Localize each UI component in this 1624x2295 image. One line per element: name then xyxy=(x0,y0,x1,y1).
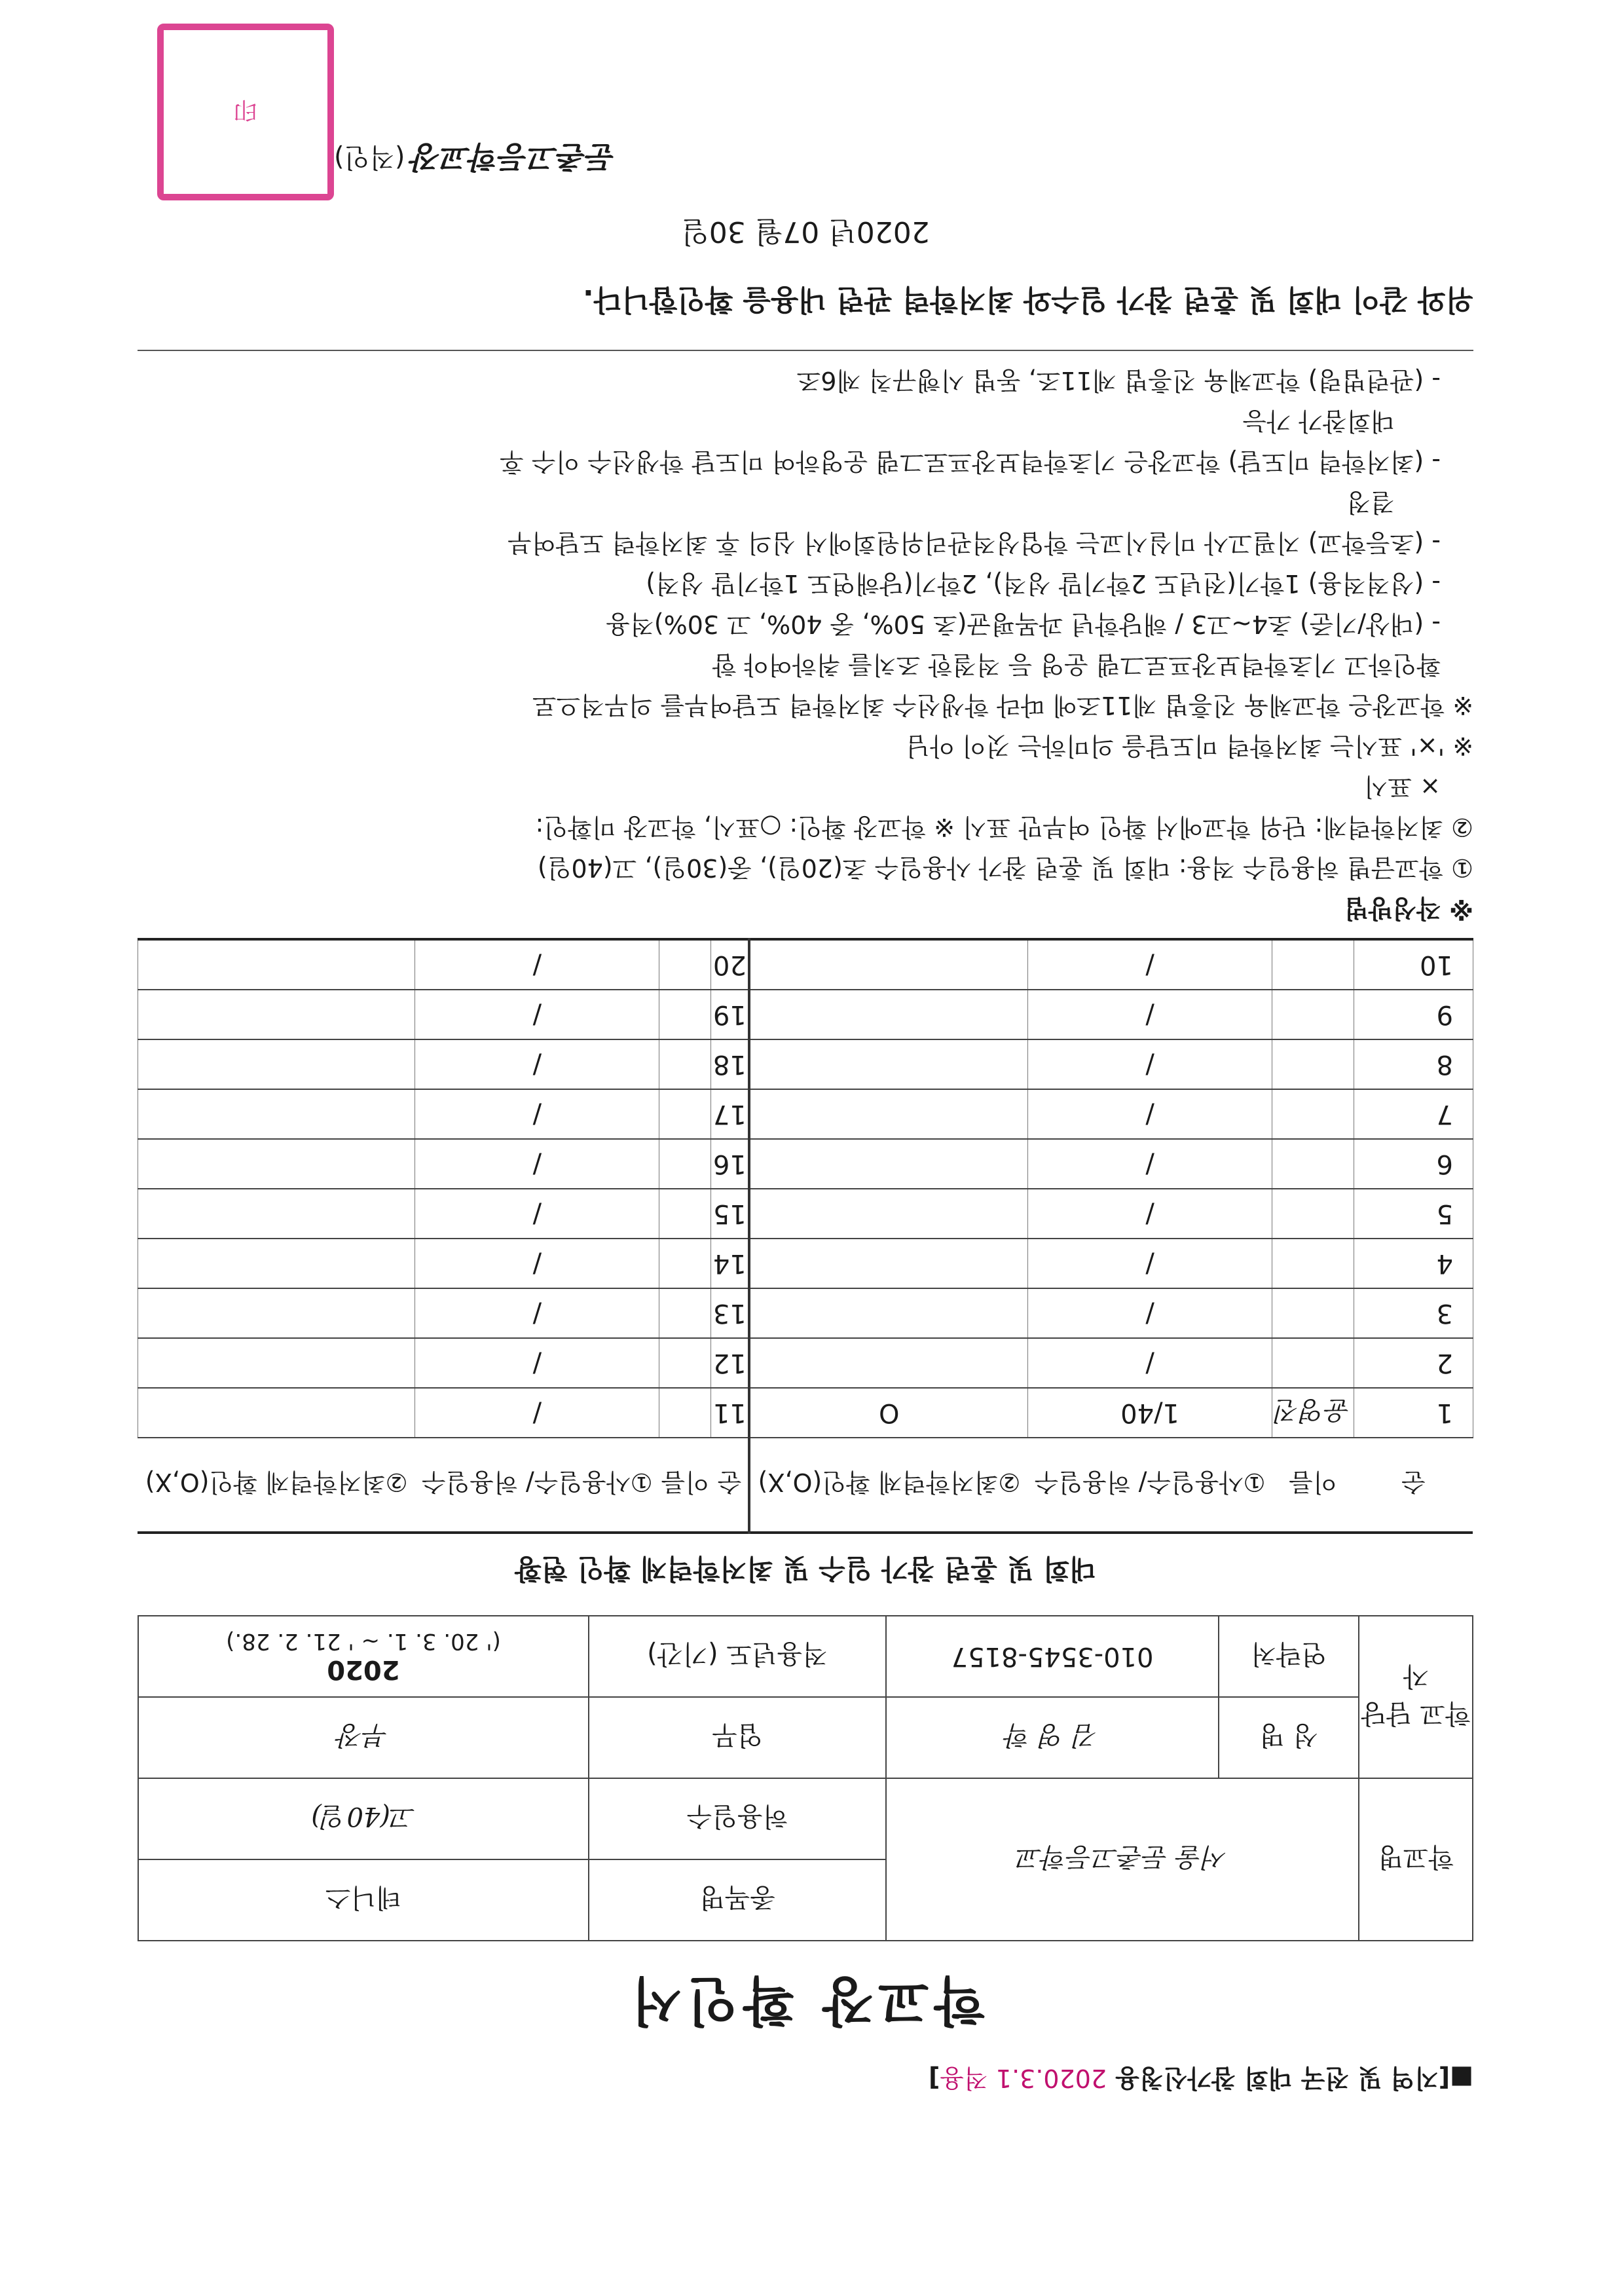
table-row xyxy=(138,1288,1473,1338)
row-days: / xyxy=(1028,939,1272,990)
row-number: 15 xyxy=(711,1189,749,1239)
row-check xyxy=(138,1338,415,1388)
form-header xyxy=(138,2062,1473,2099)
school-info-table xyxy=(138,1615,1473,1941)
note-line: - (성적적용) 1학기(전년도 2학기말 성적), 2학기(당해연도 1학기말 성적) xyxy=(646,569,1441,598)
event-value: 테니스 xyxy=(138,1859,589,1941)
col-header-no: 순 xyxy=(1354,1438,1473,1533)
table-row xyxy=(138,1388,1473,1438)
row-name xyxy=(1272,1139,1354,1189)
row-days: / xyxy=(415,1189,659,1239)
name-label: 성 명 xyxy=(1219,1697,1359,1778)
row-check xyxy=(749,1189,1028,1239)
note-line: 결정 xyxy=(1346,488,1395,517)
row-check xyxy=(138,939,415,990)
row-number: 4 xyxy=(1354,1239,1473,1288)
row-number: 10 xyxy=(1354,939,1473,990)
row-number: 9 xyxy=(1354,990,1473,1039)
row-days: / xyxy=(1028,1338,1272,1388)
row-name xyxy=(659,1039,711,1089)
row-number: 16 xyxy=(711,1139,749,1189)
row-name: 윤영진 xyxy=(1272,1388,1354,1438)
row-days: / xyxy=(415,1388,659,1438)
instructions xyxy=(138,360,1473,929)
official-seal-stamp xyxy=(157,24,334,200)
participation-table xyxy=(138,938,1473,1534)
row-name xyxy=(659,1338,711,1388)
row-name xyxy=(1272,1189,1354,1239)
row-days: / xyxy=(415,1338,659,1388)
row-check xyxy=(749,1089,1028,1139)
row-check xyxy=(138,1239,415,1288)
note-line: ② 최저학력제: 단위 학교에서 확인 여부만 표시 ※ 학교장 확인: ○표시, 학교장 미확인: xyxy=(535,813,1473,842)
note-line: ※ '×' 표시는 최저학력 미도달을 의미하는 것이 아님 xyxy=(906,732,1473,760)
row-days: / xyxy=(1028,1189,1272,1239)
row-name xyxy=(1272,939,1354,990)
form-header-date: 2020.3.1 적용 xyxy=(940,2064,1107,2093)
row-name xyxy=(659,1239,711,1288)
year-value: 2020 xyxy=(327,1654,400,1685)
row-days: / xyxy=(415,990,659,1039)
page-title: 학교장 확인서 xyxy=(626,1970,985,2031)
table-row xyxy=(138,939,1473,990)
table-row xyxy=(138,1239,1473,1288)
row-number: 19 xyxy=(711,990,749,1039)
row-name xyxy=(659,1139,711,1189)
year-cell xyxy=(138,1616,589,1697)
table-row xyxy=(138,990,1473,1039)
row-name xyxy=(659,1388,711,1438)
name-value: 김 영 학 xyxy=(886,1697,1219,1778)
event-label: 종목명 xyxy=(589,1859,886,1941)
row-days: / xyxy=(415,1139,659,1189)
instructions-heading: ※ 작성방법 xyxy=(1344,894,1473,923)
row-number: 5 xyxy=(1354,1189,1473,1239)
school-name-label: 학교명 xyxy=(1359,1778,1473,1941)
col-header-days-2: ①사용일수/ 허용일수 xyxy=(415,1438,659,1533)
col-header-check: ②최저학력제 확인(O,X) xyxy=(749,1438,1028,1533)
row-check xyxy=(138,990,415,1039)
note-line: 대회참가 가능 xyxy=(1242,407,1395,436)
note-line: ※ 학교장은 학교체육 진흥법 제11조에 따라 학생선수 최저학력 도달여부를 의무적으로 xyxy=(532,691,1473,720)
row-number: 6 xyxy=(1354,1139,1473,1189)
row-check xyxy=(749,1039,1028,1089)
col-header-days: ①사용일수/ 허용일수 xyxy=(1028,1438,1272,1533)
school-name-value: 서울 둔촌고등학교 xyxy=(886,1778,1359,1941)
section-title: 대회 및 훈련 참가 일수 및 최저학력제 확인 현황 xyxy=(515,1553,1096,1585)
row-number: 14 xyxy=(711,1239,749,1288)
row-name xyxy=(659,1089,711,1139)
row-name xyxy=(1272,1039,1354,1089)
row-check xyxy=(749,1139,1028,1189)
row-check xyxy=(138,1039,415,1089)
row-check xyxy=(138,1189,415,1239)
participation-rows xyxy=(138,939,1473,1438)
row-name xyxy=(1272,1239,1354,1288)
contact-value: 010-3545-8157 xyxy=(886,1616,1219,1697)
row-name xyxy=(659,1189,711,1239)
duty-label: 업무 xyxy=(589,1697,886,1778)
issue-date: 2020년 07월 30일 xyxy=(681,215,930,248)
row-check: O xyxy=(749,1388,1028,1438)
row-number: 3 xyxy=(1354,1288,1473,1338)
row-check xyxy=(138,1089,415,1139)
row-check xyxy=(138,1139,415,1189)
row-check xyxy=(749,1338,1028,1388)
row-number: 13 xyxy=(711,1288,749,1338)
row-number: 18 xyxy=(711,1039,749,1089)
note-line: - (초등학교) 지필고사 미실시교는 학업성적관리위원회에서 심의 후 최저학력 도달여부 xyxy=(507,529,1441,557)
row-days: / xyxy=(415,1288,659,1338)
col-header-name: 이름 xyxy=(1272,1438,1354,1533)
row-name xyxy=(659,1288,711,1338)
row-check xyxy=(138,1388,415,1438)
row-days: / xyxy=(1028,1039,1272,1089)
form-header-suffix: ] xyxy=(928,2064,940,2093)
form-header-prefix: ■[지역 및 전국 대회 참가신청용 xyxy=(1107,2064,1473,2093)
row-name xyxy=(1272,1089,1354,1139)
allowed-days-value: 고(40일) xyxy=(138,1778,589,1859)
note-line: - (대상/기준) 초4~고3 / 해당학년 과목평균(초 50%, 중 40%, 고 30%)적용 xyxy=(606,610,1441,639)
note-line: - (관련법령) 학교체육 진흥법 제11조, 동법 시행규칙 제6조 xyxy=(796,366,1441,395)
row-days: / xyxy=(1028,1089,1272,1139)
row-days: / xyxy=(415,1089,659,1139)
row-number: 8 xyxy=(1354,1039,1473,1089)
principal-name: 둔촌고등학교장 xyxy=(413,140,617,175)
row-check xyxy=(749,939,1028,990)
row-name xyxy=(1272,990,1354,1039)
table-row xyxy=(138,1189,1473,1239)
note-line: ① 학교급별 허용일수 적용: 대회 및 훈련 참가 사용일수 초(20일), 중(30일), 고(40일) xyxy=(537,853,1473,882)
row-days: / xyxy=(1028,1288,1272,1338)
row-check xyxy=(138,1288,415,1338)
row-days: 1/40 xyxy=(1028,1388,1272,1438)
period-value: (' 20. 3. 1. ~ ' 21. 2. 28.) xyxy=(226,1628,501,1654)
row-number: 1 xyxy=(1354,1388,1473,1438)
signature-area xyxy=(138,96,1473,200)
row-check xyxy=(749,1288,1028,1338)
table-row xyxy=(138,1338,1473,1388)
manager-label: 학교 담당자 xyxy=(1359,1616,1473,1778)
table-row xyxy=(138,1089,1473,1139)
row-days: / xyxy=(1028,1239,1272,1288)
row-check xyxy=(749,990,1028,1039)
row-number: 2 xyxy=(1354,1338,1473,1388)
row-number: 20 xyxy=(711,939,749,990)
row-number: 7 xyxy=(1354,1089,1473,1139)
year-label: 적용년도 (기간) xyxy=(589,1616,886,1697)
row-name xyxy=(659,990,711,1039)
row-name xyxy=(1272,1288,1354,1338)
certificate-sheet xyxy=(138,0,1473,2099)
contact-label: 연락처 xyxy=(1219,1616,1359,1697)
seal-note: (직인) xyxy=(334,142,405,172)
note-line: × 표시 xyxy=(1363,772,1441,801)
allowed-days-label: 허용일수 xyxy=(589,1778,886,1859)
row-days: / xyxy=(415,1239,659,1288)
row-days: / xyxy=(415,939,659,990)
col-header-check-2: ②최저학력제 확인(O,X) xyxy=(138,1438,415,1533)
col-header-no-2: 순 xyxy=(711,1438,749,1533)
row-number: 11 xyxy=(711,1388,749,1438)
row-days: / xyxy=(1028,1139,1272,1189)
col-header-name-2: 이름 xyxy=(659,1438,711,1533)
note-line: 확인하고 기초학력보장프로그램 운영 등 적절한 조치를 취하여야 함 xyxy=(712,650,1441,679)
row-name xyxy=(659,939,711,990)
seal-mark: 印 xyxy=(234,96,258,124)
row-check xyxy=(749,1239,1028,1288)
row-number: 12 xyxy=(711,1338,749,1388)
table-row xyxy=(138,1139,1473,1189)
row-days: / xyxy=(415,1039,659,1089)
note-line: - (최저학력 미도달) 학교장은 기초학력보장프로그램 운영하여 미도달 학생선수 이수 후 xyxy=(500,447,1441,476)
row-number: 17 xyxy=(711,1089,749,1139)
duty-value: 부장 xyxy=(138,1697,589,1778)
table-row xyxy=(138,1039,1473,1089)
confirmation-statement: 위와 같이 대회 및 훈련 참가 일수와 최저학력 관련 내용을 확인합니다. xyxy=(138,282,1473,351)
row-name xyxy=(1272,1338,1354,1388)
row-days: / xyxy=(1028,990,1272,1039)
